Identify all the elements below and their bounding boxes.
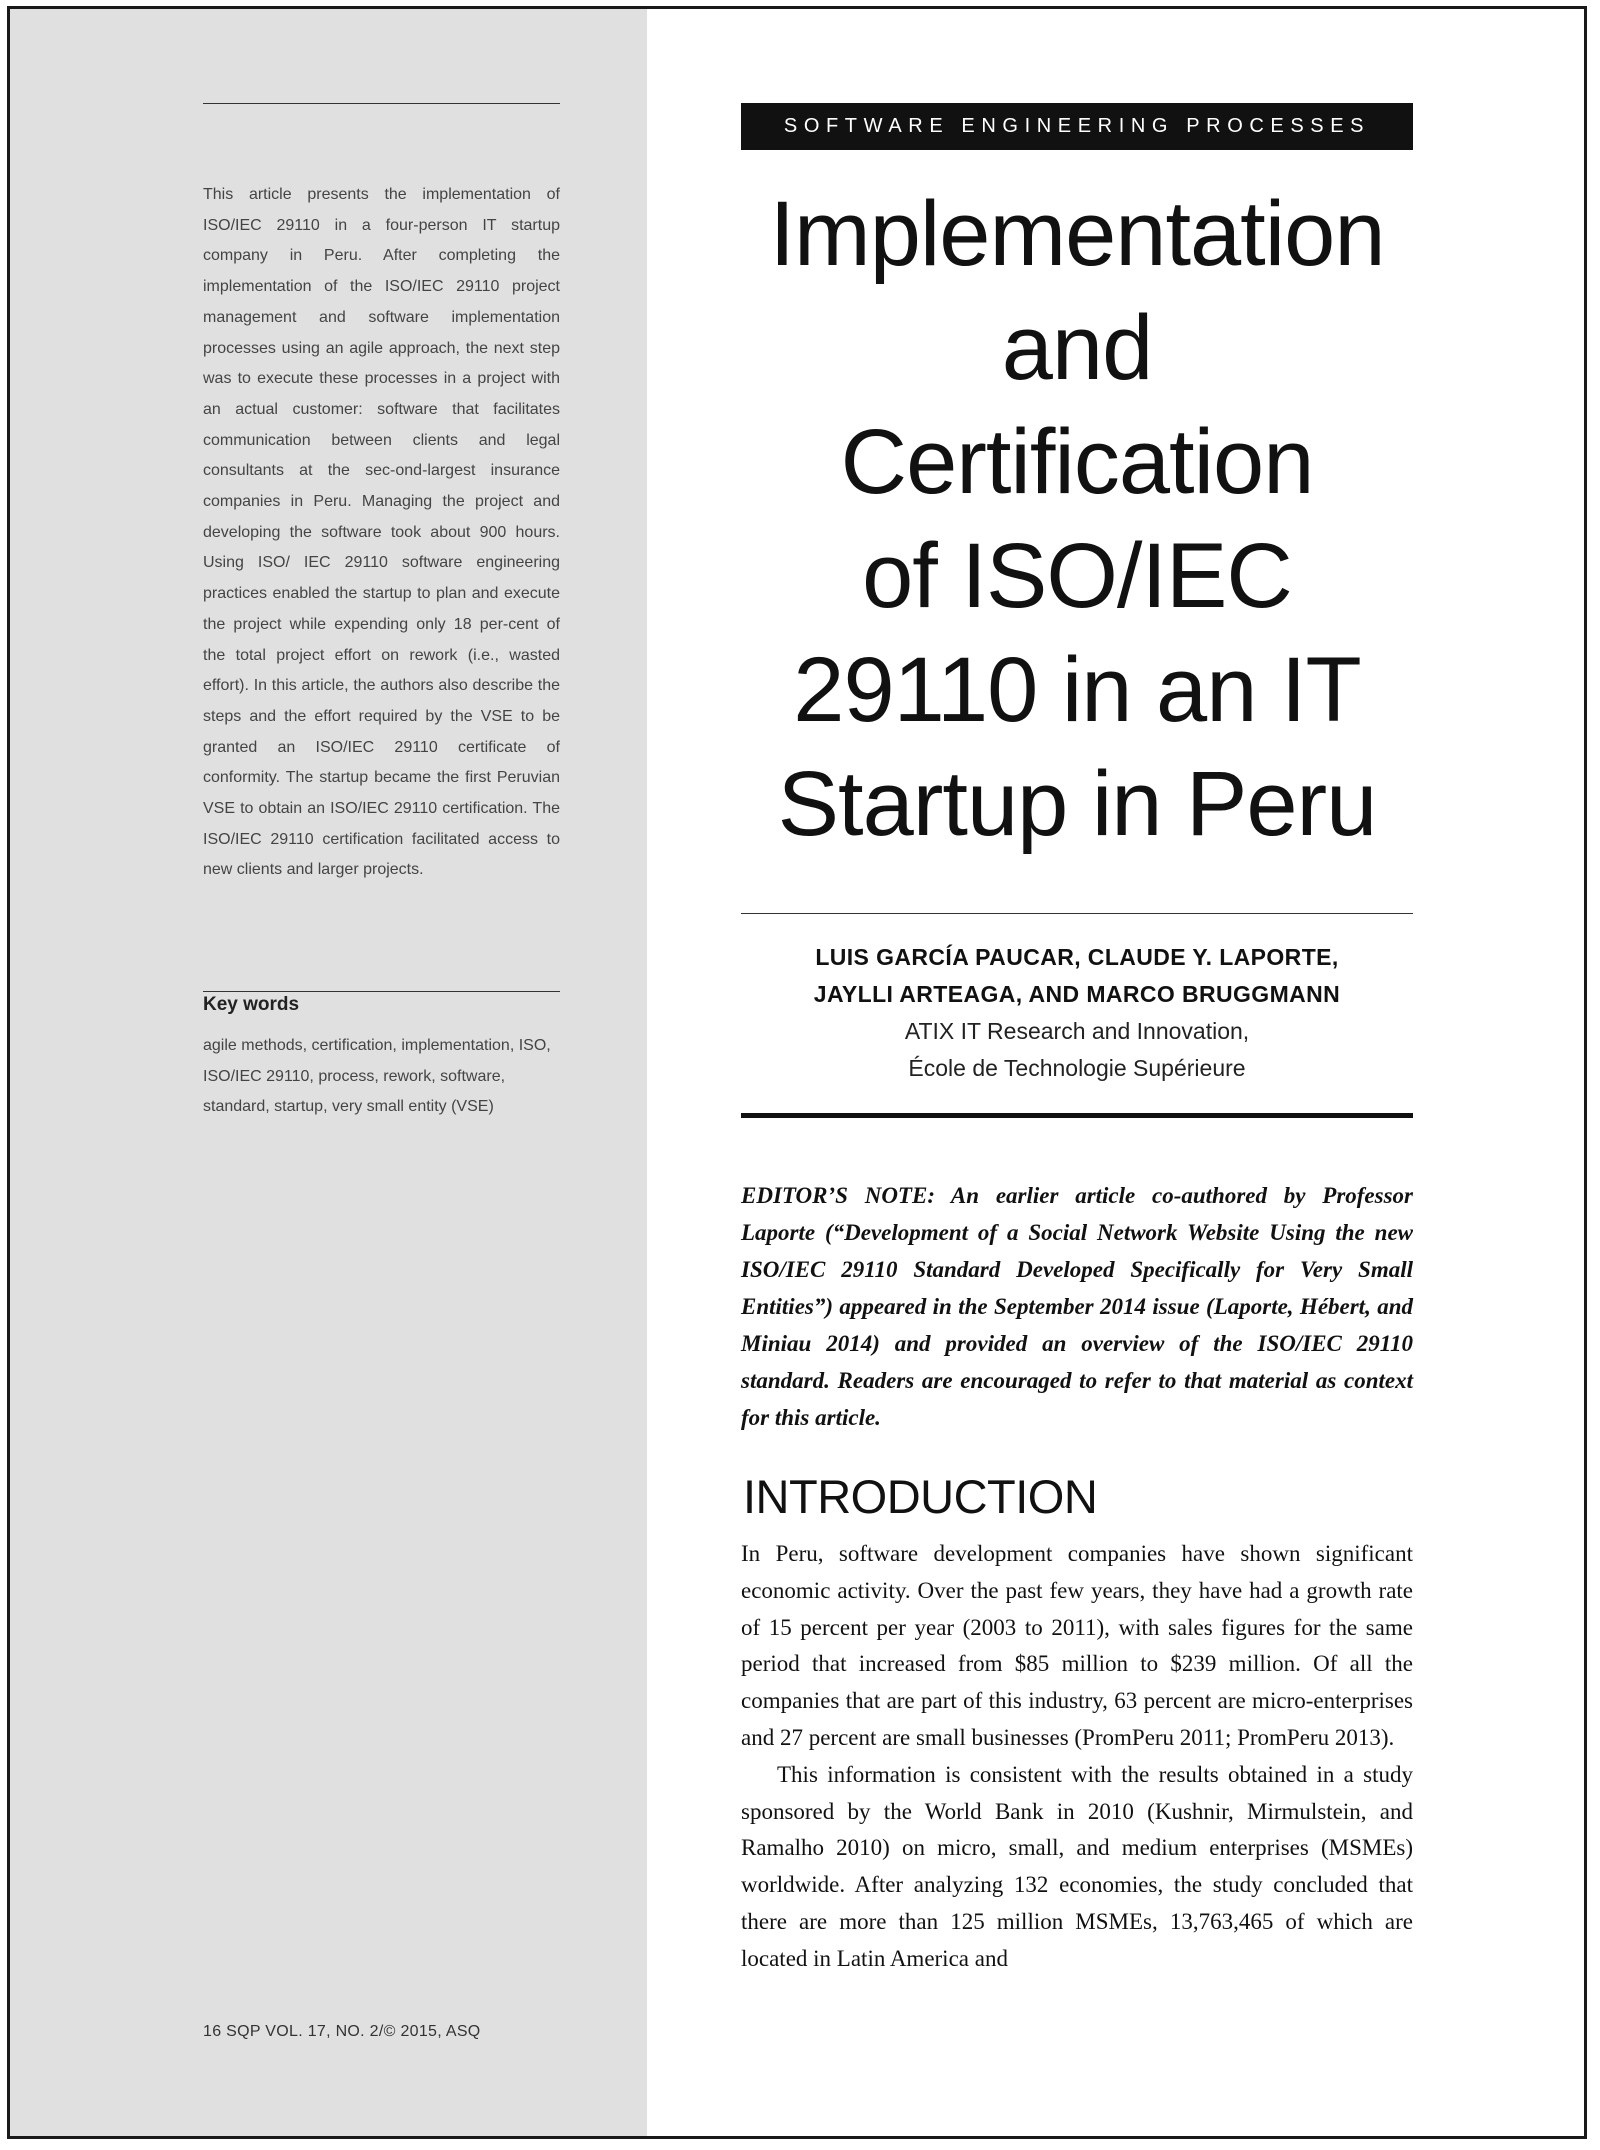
section-banner: SOFTWARE ENGINEERING PROCESSES [741, 103, 1413, 150]
title-line: and [1001, 297, 1153, 399]
title-line: Startup in Peru [777, 753, 1377, 855]
editors-note: EDITOR’S NOTE: An earlier article co-authored by Professor Laporte (“Development of a Social Network Website Using the new ISO/IEC 29110 Standard Developed Specifically for Very Small Entities”) appeared in the September 2014 issue (Laporte, Hébert, and Miniau 2014) and provided an overview of the ISO/IEC 29110 standard. Readers are encouraged to refer to that material as context for this article. [741, 1183, 1413, 1430]
author-block [741, 939, 1413, 1087]
abstract [203, 180, 560, 886]
affiliation-line: École de Technologie Supérieure [908, 1055, 1246, 1081]
abstract-sidebar [10, 9, 647, 2136]
title-line: Implementation [769, 183, 1385, 285]
title-line: Certification [840, 411, 1314, 513]
title-line: 29110 in an IT [793, 639, 1361, 741]
sidebar-top-rule [203, 103, 560, 104]
keywords-title: Key words [203, 994, 300, 1015]
keywords-rule [203, 991, 560, 992]
title-line: of ISO/IEC [862, 525, 1292, 627]
paragraph: In Peru, software development companies have shown significant economic activity. Over the past few years, they have had a growth rate of 15 percent per year (2003 to 2011), with sales figures for the same period that increased from $85 million to $239 million. Of all the companies that are part of this industry, 63 percent are micro-enterprises and 27 percent are small businesses (PromPeru 2011; PromPeru 2013). [741, 1541, 1413, 1750]
title-rule [741, 913, 1413, 914]
paragraph: This information is consistent with the results obtained in a study sponsored by the World Bank in 2010 (Kushnir, Mirmulstein, and Ramalho 2010) on micro, small, and medium enterprises (MSMEs) worldwide. After analyzing 132 economies, the study concluded that there are more than 125 million MSMEs, 13,763,465 of which are located in Latin America and [741, 1761, 1413, 1971]
authors-line: LUIS GARCÍA PAUCAR, CLAUDE Y. LAPORTE, [815, 944, 1339, 970]
section-heading: INTRODUCTION [743, 1470, 1098, 1523]
journal-page [7, 6, 1587, 2139]
page-footer: 16 SQP VOL. 17, NO. 2/© 2015, ASQ [203, 2023, 481, 2040]
author-rule [741, 1113, 1413, 1118]
keywords-text: agile methods, certification, implementation, ISO, ISO/IEC 29110, process, rework, software, standard, startup, very small entity (VSE) [203, 1037, 551, 1115]
introduction-body [741, 1536, 1413, 1978]
abstract-text: This article presents the implementation of ISO/IEC 29110 in a four-person IT startup company in Peru. After completing the implementation of the ISO/IEC 29110 project management and software implementation processes using an agile approach, the next step was to execute these processes in a project with an actual customer: software that facilitates communication between clients and legal consultants at the sec-ond-largest insurance companies in Peru. Managing the project and developing the software took about 900 hours. Using ISO/ IEC 29110 software engineering practices enabled the startup to plan and execute the project while expending only 18 per-cent of the total project effort on rework (i.e., wasted effort). In this article, the authors also describe the steps and the effort required by the VSE to be granted an ISO/IEC 29110 certificate of conformity. The startup became the first Peruvian VSE to obtain an ISO/IEC 29110 certification. The ISO/IEC 29110 certification facilitated access to new clients and larger projects. [203, 186, 560, 879]
authors-line: JAYLLI ARTEAGA, AND MARCO BRUGGMANN [813, 981, 1341, 1007]
affiliation-line: ATIX IT Research and Innovation, [904, 1018, 1250, 1044]
article-title [741, 177, 1413, 861]
